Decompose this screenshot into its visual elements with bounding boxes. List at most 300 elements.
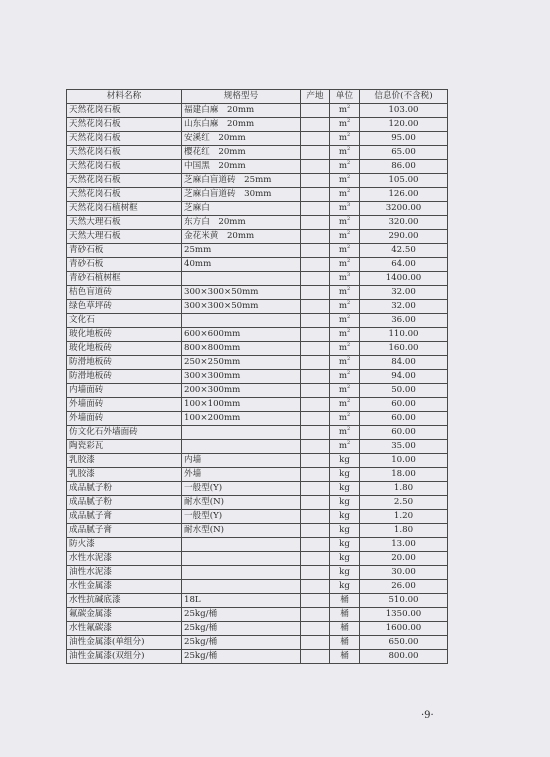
unit-cell bbox=[330, 160, 360, 174]
material-name-cell: 水性水泥漆 bbox=[67, 552, 182, 566]
unit-text: m bbox=[338, 119, 347, 129]
material-name-cell: 陶瓷彩瓦 bbox=[67, 440, 182, 454]
material-name-cell: 外墙面砖 bbox=[67, 398, 182, 412]
origin-cell bbox=[301, 622, 330, 636]
unit-cell bbox=[330, 496, 360, 510]
origin-cell bbox=[301, 650, 330, 664]
unit-exponent: 3 bbox=[346, 202, 351, 209]
spec-cell: 耐水型(N) bbox=[182, 496, 301, 510]
spec-cell: 内墙 bbox=[182, 454, 301, 468]
material-name-cell: 天然大理石板 bbox=[67, 230, 182, 244]
table-row bbox=[67, 552, 448, 566]
origin-cell bbox=[301, 636, 330, 650]
unit-cell bbox=[330, 258, 360, 272]
material-name-cell: 油性金属漆(单组分) bbox=[67, 636, 182, 650]
unit-exponent: 2 bbox=[346, 118, 351, 125]
price-cell: 64.00 bbox=[360, 258, 448, 272]
table-row bbox=[67, 622, 448, 636]
table-row bbox=[67, 300, 448, 314]
spec-cell bbox=[182, 566, 301, 580]
origin-cell bbox=[301, 580, 330, 594]
table-row bbox=[67, 146, 448, 160]
origin-cell bbox=[301, 314, 330, 328]
unit-exponent: 2 bbox=[346, 440, 351, 447]
table-header-row bbox=[67, 90, 448, 104]
table-row bbox=[67, 496, 448, 510]
spec-cell bbox=[182, 580, 301, 594]
table-row bbox=[67, 244, 448, 258]
table-row bbox=[67, 468, 448, 482]
spec-cell: 一般型(Y) bbox=[182, 482, 301, 496]
unit-exponent: 2 bbox=[346, 160, 351, 167]
unit-text: kg bbox=[339, 567, 350, 577]
price-cell: 42.50 bbox=[360, 244, 448, 258]
price-cell: 3200.00 bbox=[360, 202, 448, 216]
material-name-cell: 乳胶漆 bbox=[67, 454, 182, 468]
origin-cell bbox=[301, 286, 330, 300]
unit-text: kg bbox=[339, 511, 350, 521]
origin-cell bbox=[301, 258, 330, 272]
spec-cell: 芝麻白盲道砖 25mm bbox=[182, 174, 301, 188]
price-cell: 105.00 bbox=[360, 174, 448, 188]
spec-cell: 200×300mm bbox=[182, 384, 301, 398]
unit-text: kg bbox=[339, 455, 350, 465]
unit-text: m bbox=[338, 105, 347, 115]
table-row bbox=[67, 482, 448, 496]
material-name-cell: 成品腻子粉 bbox=[67, 496, 182, 510]
table-row bbox=[67, 104, 448, 118]
material-name-cell: 天然大理石板 bbox=[67, 216, 182, 230]
unit-cell bbox=[330, 202, 360, 216]
material-name-cell: 玻化地板砖 bbox=[67, 328, 182, 342]
material-name-cell: 青砂石板 bbox=[67, 244, 182, 258]
price-cell: 32.00 bbox=[360, 300, 448, 314]
price-cell: 110.00 bbox=[360, 328, 448, 342]
unit-cell bbox=[330, 314, 360, 328]
price-cell: 18.00 bbox=[360, 468, 448, 482]
price-cell: 60.00 bbox=[360, 426, 448, 440]
unit-cell bbox=[330, 594, 360, 608]
unit-text: kg bbox=[339, 525, 350, 535]
origin-cell bbox=[301, 300, 330, 314]
table-row bbox=[67, 608, 448, 622]
unit-text: kg bbox=[339, 483, 350, 493]
page-number: ·9· bbox=[421, 710, 434, 721]
origin-cell bbox=[301, 482, 330, 496]
table-row bbox=[67, 594, 448, 608]
table-row bbox=[67, 216, 448, 230]
material-name-cell: 青砂石植树框 bbox=[67, 272, 182, 286]
material-name-cell: 天然花岗石植树框 bbox=[67, 202, 182, 216]
price-cell: 94.00 bbox=[360, 370, 448, 384]
price-cell: 103.00 bbox=[360, 104, 448, 118]
unit-cell bbox=[330, 244, 360, 258]
price-cell: 86.00 bbox=[360, 160, 448, 174]
material-name-cell: 水性抗碱底漆 bbox=[67, 594, 182, 608]
price-table bbox=[66, 89, 448, 664]
price-cell: 10.00 bbox=[360, 454, 448, 468]
spec-cell: 18L bbox=[182, 594, 301, 608]
unit-text: m bbox=[338, 315, 347, 325]
unit-cell bbox=[330, 398, 360, 412]
material-name-cell: 天然花岗石板 bbox=[67, 174, 182, 188]
table-row bbox=[67, 524, 448, 538]
origin-cell bbox=[301, 132, 330, 146]
unit-text: m bbox=[338, 427, 347, 437]
unit-cell bbox=[330, 482, 360, 496]
unit-cell bbox=[330, 524, 360, 538]
table-row bbox=[67, 566, 448, 580]
spec-cell: 芝麻白盲道砖 30mm bbox=[182, 188, 301, 202]
unit-cell bbox=[330, 384, 360, 398]
spec-cell: 100×200mm bbox=[182, 412, 301, 426]
price-cell: 13.00 bbox=[360, 538, 448, 552]
unit-text: 桶 bbox=[340, 595, 349, 605]
unit-cell bbox=[330, 580, 360, 594]
origin-cell bbox=[301, 496, 330, 510]
material-name-cell: 油性水泥漆 bbox=[67, 566, 182, 580]
origin-cell bbox=[301, 342, 330, 356]
unit-text: m bbox=[338, 413, 347, 423]
material-name-cell: 青砂石板 bbox=[67, 258, 182, 272]
price-cell: 1.20 bbox=[360, 510, 448, 524]
unit-text: kg bbox=[339, 497, 350, 507]
price-cell: 2.50 bbox=[360, 496, 448, 510]
origin-cell bbox=[301, 552, 330, 566]
origin-cell bbox=[301, 356, 330, 370]
table-row bbox=[67, 132, 448, 146]
spec-cell: 25kg/桶 bbox=[182, 650, 301, 664]
origin-cell bbox=[301, 244, 330, 258]
table-row bbox=[67, 580, 448, 594]
unit-cell bbox=[330, 146, 360, 160]
material-name-cell: 成品腻子膏 bbox=[67, 510, 182, 524]
unit-text: m bbox=[338, 273, 347, 283]
table-row bbox=[67, 342, 448, 356]
unit-text: m bbox=[338, 399, 347, 409]
spec-cell: 东方白 20mm bbox=[182, 216, 301, 230]
table-row bbox=[67, 538, 448, 552]
unit-cell bbox=[330, 454, 360, 468]
spec-cell: 40mm bbox=[182, 258, 301, 272]
material-name-cell: 外墙面砖 bbox=[67, 412, 182, 426]
material-name-cell: 仿文化石外墙面砖 bbox=[67, 426, 182, 440]
spec-cell: 800×800mm bbox=[182, 342, 301, 356]
unit-text: 桶 bbox=[340, 637, 349, 647]
unit-exponent: 2 bbox=[346, 216, 351, 223]
price-cell: 36.00 bbox=[360, 314, 448, 328]
price-cell: 35.00 bbox=[360, 440, 448, 454]
unit-cell bbox=[330, 286, 360, 300]
spec-cell: 中国黑 20mm bbox=[182, 160, 301, 174]
unit-exponent: 2 bbox=[346, 314, 351, 321]
origin-cell bbox=[301, 188, 330, 202]
unit-text: 桶 bbox=[340, 651, 349, 661]
unit-cell bbox=[330, 538, 360, 552]
unit-text: m bbox=[338, 441, 347, 451]
material-name-cell: 防滑地板砖 bbox=[67, 370, 182, 384]
material-name-cell: 天然花岗石板 bbox=[67, 160, 182, 174]
spec-cell: 25kg/桶 bbox=[182, 636, 301, 650]
origin-cell bbox=[301, 146, 330, 160]
origin-cell bbox=[301, 426, 330, 440]
unit-exponent: 2 bbox=[346, 244, 351, 251]
unit-exponent: 2 bbox=[346, 328, 351, 335]
material-name-cell: 玻化地板砖 bbox=[67, 342, 182, 356]
price-cell: 650.00 bbox=[360, 636, 448, 650]
table-row bbox=[67, 356, 448, 370]
price-cell: 26.00 bbox=[360, 580, 448, 594]
price-cell: 32.00 bbox=[360, 286, 448, 300]
unit-text: 桶 bbox=[340, 623, 349, 633]
table-row bbox=[67, 650, 448, 664]
unit-cell bbox=[330, 566, 360, 580]
material-name-cell: 油性金属漆(双组分) bbox=[67, 650, 182, 664]
unit-cell bbox=[330, 412, 360, 426]
price-cell: 20.00 bbox=[360, 552, 448, 566]
origin-cell bbox=[301, 230, 330, 244]
unit-cell bbox=[330, 230, 360, 244]
material-name-cell: 水性氟碳漆 bbox=[67, 622, 182, 636]
unit-exponent: 2 bbox=[346, 174, 351, 181]
table-row bbox=[67, 174, 448, 188]
header-price: 信息价(不含税) bbox=[360, 90, 448, 104]
price-cell: 50.00 bbox=[360, 384, 448, 398]
unit-text: kg bbox=[339, 553, 350, 563]
table-row bbox=[67, 454, 448, 468]
unit-exponent: 3 bbox=[346, 272, 351, 279]
origin-cell bbox=[301, 328, 330, 342]
origin-cell bbox=[301, 608, 330, 622]
table-row bbox=[67, 398, 448, 412]
unit-exponent: 2 bbox=[346, 104, 351, 111]
material-name-cell: 成品腻子膏 bbox=[67, 524, 182, 538]
unit-cell bbox=[330, 356, 360, 370]
unit-text: m bbox=[338, 189, 347, 199]
table-row bbox=[67, 440, 448, 454]
header-unit: 单位 bbox=[330, 90, 360, 104]
spec-cell: 25kg/桶 bbox=[182, 622, 301, 636]
spec-cell: 外墙 bbox=[182, 468, 301, 482]
unit-cell bbox=[330, 104, 360, 118]
unit-exponent: 2 bbox=[346, 132, 351, 139]
material-name-cell: 氟碳金属漆 bbox=[67, 608, 182, 622]
origin-cell bbox=[301, 566, 330, 580]
table-row bbox=[67, 118, 448, 132]
price-cell: 65.00 bbox=[360, 146, 448, 160]
unit-cell bbox=[330, 272, 360, 286]
material-name-cell: 天然花岗石板 bbox=[67, 132, 182, 146]
header-material-name: 材料名称 bbox=[67, 90, 182, 104]
unit-text: m bbox=[338, 371, 347, 381]
spec-cell bbox=[182, 314, 301, 328]
origin-cell bbox=[301, 174, 330, 188]
origin-cell bbox=[301, 510, 330, 524]
spec-cell: 300×300×50mm bbox=[182, 286, 301, 300]
unit-text: m bbox=[338, 301, 347, 311]
unit-cell bbox=[330, 622, 360, 636]
unit-exponent: 2 bbox=[346, 398, 351, 405]
spec-cell: 安溪红 20mm bbox=[182, 132, 301, 146]
origin-cell bbox=[301, 216, 330, 230]
unit-cell bbox=[330, 174, 360, 188]
unit-text: kg bbox=[339, 539, 350, 549]
price-cell: 95.00 bbox=[360, 132, 448, 146]
unit-text: m bbox=[338, 161, 347, 171]
origin-cell bbox=[301, 440, 330, 454]
spec-cell: 300×300×50mm bbox=[182, 300, 301, 314]
unit-exponent: 2 bbox=[346, 188, 351, 195]
material-name-cell: 文化石 bbox=[67, 314, 182, 328]
origin-cell bbox=[301, 594, 330, 608]
unit-exponent: 2 bbox=[346, 342, 351, 349]
table-body bbox=[67, 104, 448, 664]
price-cell: 120.00 bbox=[360, 118, 448, 132]
unit-cell bbox=[330, 440, 360, 454]
unit-text: 桶 bbox=[340, 609, 349, 619]
price-cell: 290.00 bbox=[360, 230, 448, 244]
unit-text: kg bbox=[339, 581, 350, 591]
unit-cell bbox=[330, 650, 360, 664]
spec-cell: 樱花红 20mm bbox=[182, 146, 301, 160]
unit-exponent: 2 bbox=[346, 146, 351, 153]
origin-cell bbox=[301, 468, 330, 482]
price-cell: 510.00 bbox=[360, 594, 448, 608]
material-name-cell: 天然花岗石板 bbox=[67, 118, 182, 132]
origin-cell bbox=[301, 160, 330, 174]
price-cell: 84.00 bbox=[360, 356, 448, 370]
unit-text: m bbox=[338, 357, 347, 367]
unit-cell bbox=[330, 426, 360, 440]
unit-cell bbox=[330, 188, 360, 202]
price-cell: 1.80 bbox=[360, 482, 448, 496]
spec-cell bbox=[182, 538, 301, 552]
origin-cell bbox=[301, 202, 330, 216]
table-row bbox=[67, 258, 448, 272]
spec-cell: 25mm bbox=[182, 244, 301, 258]
origin-cell bbox=[301, 384, 330, 398]
origin-cell bbox=[301, 412, 330, 426]
spec-cell: 耐水型(N) bbox=[182, 524, 301, 538]
unit-text: m bbox=[338, 231, 347, 241]
spec-cell: 福建白麻 20mm bbox=[182, 104, 301, 118]
price-cell: 1600.00 bbox=[360, 622, 448, 636]
unit-cell bbox=[330, 132, 360, 146]
origin-cell bbox=[301, 118, 330, 132]
origin-cell bbox=[301, 538, 330, 552]
material-name-cell: 防滑地板砖 bbox=[67, 356, 182, 370]
header-spec: 规格型号 bbox=[182, 90, 301, 104]
table-row bbox=[67, 314, 448, 328]
origin-cell bbox=[301, 272, 330, 286]
unit-exponent: 2 bbox=[346, 426, 351, 433]
unit-exponent: 2 bbox=[346, 300, 351, 307]
spec-cell bbox=[182, 440, 301, 454]
unit-cell bbox=[330, 342, 360, 356]
unit-text: m bbox=[338, 287, 347, 297]
unit-cell bbox=[330, 216, 360, 230]
spec-cell: 山东白麻 20mm bbox=[182, 118, 301, 132]
unit-cell bbox=[330, 636, 360, 650]
unit-exponent: 2 bbox=[346, 384, 351, 391]
table-row bbox=[67, 272, 448, 286]
origin-cell bbox=[301, 104, 330, 118]
price-cell: 160.00 bbox=[360, 342, 448, 356]
origin-cell bbox=[301, 454, 330, 468]
price-cell: 60.00 bbox=[360, 412, 448, 426]
material-name-cell: 绿色草坪砖 bbox=[67, 300, 182, 314]
unit-cell bbox=[330, 552, 360, 566]
material-name-cell: 成品腻子粉 bbox=[67, 482, 182, 496]
spec-cell: 250×250mm bbox=[182, 356, 301, 370]
table-row bbox=[67, 202, 448, 216]
unit-cell bbox=[330, 370, 360, 384]
unit-cell bbox=[330, 118, 360, 132]
material-name-cell: 桔色盲道砖 bbox=[67, 286, 182, 300]
table-row bbox=[67, 188, 448, 202]
spec-cell bbox=[182, 552, 301, 566]
unit-exponent: 2 bbox=[346, 356, 351, 363]
price-cell: 1.80 bbox=[360, 524, 448, 538]
price-cell: 320.00 bbox=[360, 216, 448, 230]
table-row bbox=[67, 636, 448, 650]
unit-exponent: 2 bbox=[346, 230, 351, 237]
price-cell: 800.00 bbox=[360, 650, 448, 664]
spec-cell: 100×100mm bbox=[182, 398, 301, 412]
spec-cell: 300×300mm bbox=[182, 370, 301, 384]
material-name-cell: 天然花岗石板 bbox=[67, 146, 182, 160]
table-row bbox=[67, 510, 448, 524]
material-name-cell: 防火漆 bbox=[67, 538, 182, 552]
table-row bbox=[67, 286, 448, 300]
unit-cell bbox=[330, 510, 360, 524]
unit-text: m bbox=[338, 133, 347, 143]
price-cell: 1350.00 bbox=[360, 608, 448, 622]
table-row bbox=[67, 230, 448, 244]
spec-cell: 芝麻白 bbox=[182, 202, 301, 216]
unit-cell bbox=[330, 608, 360, 622]
material-name-cell: 乳胶漆 bbox=[67, 468, 182, 482]
spec-cell: 25kg/桶 bbox=[182, 608, 301, 622]
spec-cell bbox=[182, 426, 301, 440]
unit-exponent: 2 bbox=[346, 412, 351, 419]
unit-text: m bbox=[338, 259, 347, 269]
unit-text: m bbox=[338, 245, 347, 255]
unit-cell bbox=[330, 468, 360, 482]
unit-exponent: 2 bbox=[346, 258, 351, 265]
unit-exponent: 2 bbox=[346, 286, 351, 293]
price-cell: 30.00 bbox=[360, 566, 448, 580]
material-name-cell: 水性金属漆 bbox=[67, 580, 182, 594]
table-row bbox=[67, 328, 448, 342]
unit-text: m bbox=[338, 203, 347, 213]
unit-cell bbox=[330, 300, 360, 314]
origin-cell bbox=[301, 370, 330, 384]
material-name-cell: 天然花岗石板 bbox=[67, 104, 182, 118]
price-cell: 126.00 bbox=[360, 188, 448, 202]
material-name-cell: 天然花岗石板 bbox=[67, 188, 182, 202]
header-origin: 产地 bbox=[301, 90, 330, 104]
spec-cell bbox=[182, 272, 301, 286]
unit-text: m bbox=[338, 343, 347, 353]
price-cell: 1400.00 bbox=[360, 272, 448, 286]
spec-cell: 一般型(Y) bbox=[182, 510, 301, 524]
unit-cell bbox=[330, 328, 360, 342]
unit-exponent: 2 bbox=[346, 370, 351, 377]
table-row bbox=[67, 384, 448, 398]
unit-text: m bbox=[338, 147, 347, 157]
table-row bbox=[67, 160, 448, 174]
